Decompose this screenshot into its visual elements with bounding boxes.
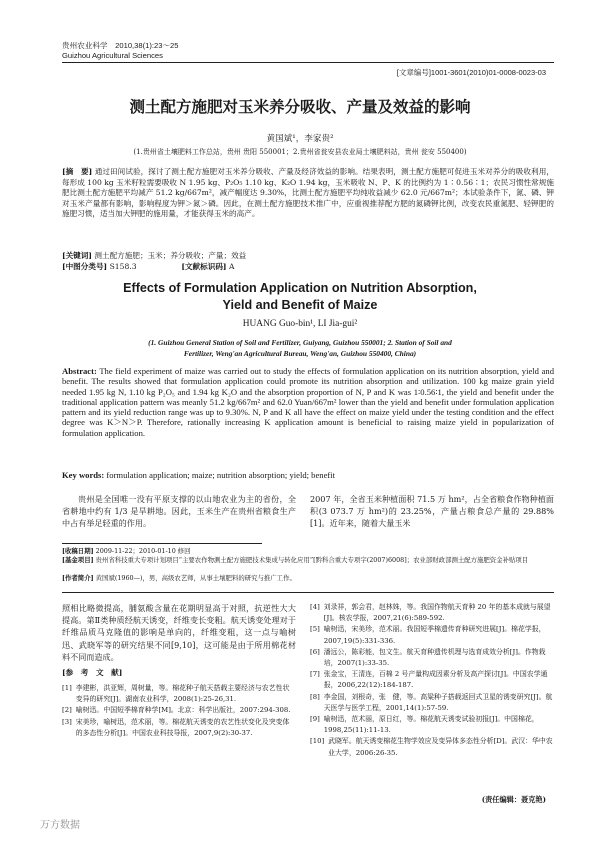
abstract-cn-text: 通过田间试验，探讨了测土配方施肥对玉米养分吸收、产量及经济效益的影响。结果表明，测土配方施肥可促进玉米对养分的吸收利用，每形成 100 kg 玉米籽粒需要吸收 N 1.95 kg、P₂O₅ 1.10 kg、K₂O 1.94 kg，玉米吸收 N、P、K 的比例约为 1∶0.56∶1；农民习惯性常规施肥比测土配方施肥平均减产 51.2 kg/667m²，减产幅度达 9.30%，比测土配方施肥平均纯收益减少 62.0 元/667m²；本试验条件下，氮、磷、钾对玉米产量都有影响，影响程度为钾＞氮＞磷。因此，在测土配方施肥技术推广中，应重视推荐配方肥的氮磷钾比例，改变农民重氮肥、轻钾肥的施肥习惯，适当加大钾肥的施用量，才能获得玉米的高产。	[62, 167, 554, 219]
continuation-text: 照相比略微提高，脯氨酸含量在花期明显高于对照，抗逆性大大提高。第Ⅱ类种质经航天诱变，纤维变长变粗。航天诱变处理对于纤维品质马克隆值的影响是单向的，纤维变粗，这一点与喻树迅、武晓军等的研究结果不同[9,10]，这可能是由于所用棉花材料不同而造成。	[62, 603, 296, 662]
journal-header-cn: 贵州农业科学 2010,38(1):23～25	[62, 41, 179, 50]
clc-value: S158.3	[109, 262, 137, 271]
keywords-cn-text: 测土配方施肥；玉米；养分吸收；产量；效益	[94, 251, 247, 260]
reference-item: [6] 潘远公，陈彩能，包文生。航天育种遗传机理与选育成效分析[J]。作物栽培，2007(1):33-35.	[310, 647, 546, 668]
keywords-en-text: formulation application; maize; nutrition absorption; yield; benefit	[106, 470, 336, 480]
reference-item: [5] 喻树迅，宋美珍，范术丽。我国短季棉遗传育种研究进展[J]。棉花学报，2007,19(5):331-336.	[310, 625, 546, 645]
doc-code-value: A	[228, 262, 235, 271]
section-separator	[62, 592, 554, 593]
abstract-en-text: The field experiment of maize was carried out to study the effects of formulation application on its nutrition absorption, yield and benefit. The results showed that formulation application could promote its nutrition absorption and utilization. 100 kg maize grain yield needed 1.95 kg N, 1.10 kg P₂O₅ and 1.94 kg K₂O and the absorption proportion of N, P and K was 1∶0.56∶1, the yield and benefit under the traditional application pattern was meanly 51.2 kg/667m² and 62.0 Yuan/667m² lower than the yield and benefit under formulation application pattern and its yield reduction range was up to 9.30%. N, P and K all have the effect on maize yield under the testing condition and the effect degree was K＞N＞P. Therefore, rationally increasing K application amount is beneficial to raising maize yield in popularization of formulation application.	[62, 366, 554, 438]
reference-item: [10] 武晓军。航天诱变棉花生物学效应及变异体多态性分析[D]。武汉：华中农业大学，2006:26-35.	[310, 737, 553, 757]
intro-left-column: 贵州是全国唯一没有平原支撑的以山地农业为主的省份，全省耕地中约有 1/3 是旱耕地。因此，玉米生产在贵州省粮食生产中占有举足轻重的作用。	[62, 494, 296, 529]
abstract-cn-label: [摘 要]	[62, 167, 93, 176]
affiliation-en-line1: (1. Guizhou General Station of Soil and Fertilizer, Guiyang, Guizhou 550001; 2. Station of Soil and	[148, 338, 452, 347]
header-rule	[62, 62, 554, 63]
keywords-en-label: Key words:	[62, 470, 105, 480]
affiliation-en-line2: Fertilizer, Weng'an Agricultural Bureau, Weng'an, Guizhou 550400, China)	[183, 349, 417, 358]
title-en-line1: Effects of Formulation Application on Nutrition Absorption,	[123, 281, 477, 295]
footnote-fund	[62, 556, 554, 564]
intro-right-column: 2007 年，全省玉米种植面积 71.5 万 hm²，占全省粮食作物种植面积(3 073.7 万 hm²)的 23.25%，产量占粮食总产量的 29.88%[1]。近年来，随着大量玉米	[310, 494, 554, 529]
reference-item: [1] 李建彬，洪亚辉，周树量，等。棉花种子航天搭载主要经济与农艺性状变异的研究[J]。湖南农业科学，2008(1):25-26,31.	[62, 684, 290, 704]
doc-code-label: [文献标识码]	[181, 262, 227, 271]
reference-item: [9] 喻树迅，范术丽，原日红，等。棉花航天诱变试验初报[J]。中国棉花，1998,25(11):11-13.	[310, 715, 539, 735]
responsible-editor: (责任编辑：聂克艳)	[481, 795, 546, 804]
title-en-line2: Yield and Benefit of Maize	[222, 298, 378, 312]
reference-item: [2] 喻树迅。中国短季棉育种学[M]。北京：科学出版社，2007:294-308.	[62, 706, 291, 715]
footnote-fund-text: 贵州省科技重大专项计划项目“主要农作物测土配方施肥技术集成与转化应用”[黔科合重大专项字(2007)6008]；农业部财政部测土配方施肥资金补贴项目	[95, 556, 529, 564]
footnote-rule	[62, 543, 262, 544]
abstract-en-label: Abstract:	[62, 366, 97, 376]
references-title: [参 考 文 献]	[62, 668, 123, 677]
article-code: [文章编号]1001-3601(2010)01-0008-0023-03	[396, 68, 546, 77]
journal-header-en: Guizhou Agricultural Sciences	[62, 51, 163, 60]
keywords-cn-label: [关键词]	[62, 251, 92, 260]
footnote-received	[62, 547, 554, 555]
abstract-cn	[62, 167, 554, 220]
affiliation-cn: (1.贵州省土壤肥料工作总站，贵州 贵阳 550001；2.贵州省瓮安县农业局土壤肥料站，贵州 瓮安 550400)	[133, 148, 467, 156]
footnote-fund-label: [基金项目]	[62, 556, 94, 564]
keywords-cn	[62, 251, 554, 262]
reference-item: [7] 张金宝，王清连，百棉 2 号产量构成因素分析及高产探讨[J]。中国农学通报，2006,22(12):184-187.	[310, 670, 548, 690]
watermark: 万方数据	[40, 820, 80, 831]
title-cn: 测土配方施肥对玉米养分吸收、产量及效益的影响	[129, 97, 471, 116]
reference-item: [3] 宋美珍，喻树迅，范术丽，等。棉花航天诱变的农艺性状变化及突变体的多态性分析[J]。中国农业科技导报，2007,9(2):30-37.	[62, 717, 290, 737]
clc-label: [中图分类号]	[62, 262, 108, 271]
classification	[62, 262, 554, 273]
references-left	[62, 683, 296, 739]
footnote-author	[62, 574, 554, 582]
footnote-received-label: [收稿日期]	[62, 547, 94, 555]
references-right	[310, 602, 554, 759]
keywords-en	[62, 470, 554, 480]
reference-item: [4] 刘录祥，郭会君，赵林姝，等。我国作物航天育种 20 年的基本成就与展望[J]。核农学报，2007,21(6):589-592.	[310, 603, 551, 623]
reference-item: [8] 李金国，刘根奇，张 健，等。高粱种子搭载返回式卫星的诱变研究[J]。航天医学与医学工程，2001,14(1):57-59.	[310, 692, 553, 712]
authors-cn: 黄国斌¹，李家贵²	[266, 134, 334, 144]
abstract-en	[62, 366, 554, 438]
footnote-author-label: [作者简介]	[62, 574, 94, 582]
footnote-author-text: 黄国斌(1960—)，男，高级农艺师，从事土壤肥料的研究与推广工作。	[95, 574, 296, 582]
authors-en: HUANG Guo-bin¹, LI Jia-gui²	[242, 319, 358, 329]
footnote-received-text: 2009-11-22；2010-01-10 修回	[95, 547, 191, 555]
